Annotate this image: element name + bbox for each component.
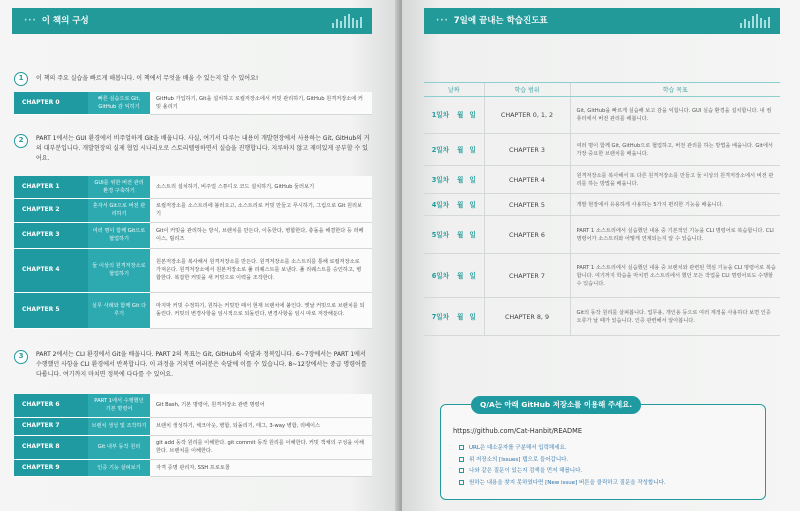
bars-decoration-icon [740,14,770,28]
chapter-desc: Git이 커밋을 관리하는 방식, 브랜치를 만든다, 이동한다, 병합한다, 충돌을 해결한다 등 러베이스, 릴리즈 [150,222,372,248]
day-field: 일 [469,200,476,209]
list-item-text: URL은 대소문자를 구분해서 입력해세요. [469,445,567,451]
day-label: 7일차 [431,312,450,321]
column-header-range: 학습 범위 [484,83,570,97]
column-header-goal: 학습 목표 [570,83,780,97]
goal-cell: Git, GitHub을 빠르게 실습해 보고 감을 익힙니다. GUI 실습 환경을 설치합니다. 내 컴퓨터에서 버전 관리를 해봅니다. [570,97,780,134]
table-row [424,134,780,166]
checkbox-icon [459,480,464,485]
day-field: 일 [469,111,476,119]
chapter-table-1 [14,176,372,329]
table-row [14,459,372,476]
range-cell: CHAPTER 4 [484,166,570,194]
range-cell: CHAPTER 3 [484,134,570,166]
list-item-text: 나와 같은 질문이 있는지 검색을 먼저 해봅니다. [469,468,583,474]
chapter-label: CHAPTER 0 [14,92,88,114]
chapter-label: CHAPTER 6 [14,394,88,417]
range-cell: CHAPTER 5 [484,194,570,216]
section-number: 1 [14,72,28,86]
section-text: PART 1에서는 GUI 환경에서 비주얼하게 Git을 배웁니다. 사실, 여기서 다루는 내용이 개발현장에서 사용하는 Git, GitHub의 거의 대부분입니다. 개발현장의 실제 협업 시나리오로 스토리텔링하면서 실습을 진행합니다. 지루하지 않고 재미있게 공부할 수 있어요. [36,135,370,162]
month-field: 월 [457,271,464,280]
goal-cell: PART 1 소스트리에서 실습했던 내용 중 기본적인 기능을 CLI 명령어로 복습합니다. CLI 명령어가 소스트리와 어떻게 연계되는지 알 수 있습니다. [570,216,780,254]
list-item [459,455,666,467]
table-row [14,435,372,459]
chapter-desc: 로컬저장소를 소스트리에 불러오고, 소스트리로 커밋 만들고 푸시하기, 그림으로 Git 원리보기 [150,198,372,222]
goal-cell: 개발 현장에서 유용하게 사용하는 5가지 편리한 기능을 배웁니다. [570,194,780,216]
section-1 [14,72,370,84]
list-item-text: 위 저장소의 [Issues] 탭으로 들어갑니다. [469,456,569,463]
qa-title: Q/A는 아래 GitHub 저장소를 이용해 주세요. [471,396,641,414]
month-field: 월 [457,312,464,321]
chapter-desc: 자격 증명 관리자, SSH 프로토콜 [150,459,372,476]
table-row [14,176,372,198]
bars-decoration-icon [332,14,362,28]
range-cell: CHAPTER 0, 1, 2 [484,97,570,134]
section-text: PART 2에서는 CLI 환경에서 Git을 배웁니다. PART 2의 목표는 Git, GitHub의 숙달과 정복입니다. 6~7장에서는 PART 1에서 수행했던 사항을 CLI 환경에서 반복합니다. 이 과정을 거치면 여러분은 숙달에 이를 수 있습니다. 8~12장에서는 중급 명령어를 다룹니다. 여기까지 마치면 정복에 다다를 수 있어요. [36,351,367,378]
day-label: 5일차 [431,230,450,239]
chapter-topic: PART 1에서 수행했던 기본 명령어 [88,394,150,417]
month-field: 월 [457,200,464,209]
right-header-title: 7일에 끝내는 학습진도표 [453,16,548,26]
chapter-table-2 [14,394,372,477]
day-field: 일 [469,230,476,239]
day-field: 일 [469,271,476,280]
chapter-topic: 브랜치 생성 및 조작하기 [88,417,150,435]
chapter-topic: 인증 기능 살펴보기 [88,459,150,476]
table-row [424,166,780,194]
right-header: ··· 7일에 끝내는 학습진도표 [424,8,780,34]
table-row [14,222,372,248]
table-row [424,194,780,216]
month-field: 월 [457,175,464,184]
chapter-desc: 원본저장소를 복사해서 원격저장소를 만든다. 원격저장소를 소스트리를 통해 로컬저장소로 가져온다. 원격저장소에서 원본저장소로 풀 리퀘스트를 보낸다. 풀 리퀘스트를 승인하고, 병합한다. 복잡한 커밋을 새 커밋으로 이력을 조작한다. [150,248,372,292]
list-item [459,478,666,490]
chapter-label: CHAPTER 2 [14,198,88,222]
table-row [424,254,780,298]
day-label: 4일차 [431,200,450,209]
day-label: 3일차 [431,175,450,184]
goal-cell: 여러 명이 함께 Git, GitHub으로 협업하고, 버전 관리를 하는 방법을 배웁니다. Git에서 가장 중요한 브랜치를 배웁니다. [570,134,780,166]
column-header-date: 날짜 [424,83,484,97]
list-item [459,466,666,478]
chapter-desc: 마지막 커밋 수정하기, 원하는 커밋만 때서 현재 브랜치에 붙인다. 옛날 커밋으로 브랜치를 되돌린다. 커밋의 변경사항을 임시적으로 되돌린다, 변경사항을 임시 따로 저장해둔다. [150,292,372,328]
chapter-label: CHAPTER 8 [14,435,88,459]
chapter-desc: GitHub 가입하기, Git을 설치하고 로컬저장소에서 커밋 관리하기, GitHub 원격저장소에 커밋 올리기 [150,92,372,114]
chapter-label: CHAPTER 3 [14,222,88,248]
table-row [14,198,372,222]
day-field: 일 [469,312,476,321]
chapter-topic: Git 내부 동작 원리 [88,435,150,459]
table-header-row [424,83,780,97]
chapter-desc: 브랜치 생성하기, 체크아웃, 병합, 되돌리기, 태그, 3-way 병합, 리베이스 [150,417,372,435]
checkbox-icon [459,457,464,462]
table-row [424,298,780,336]
chapter-topic: GUI를 위한 버전 관리 환경 구축하기 [88,176,150,198]
study-plan-table [424,82,780,336]
left-header-title: 이 책의 구성 [41,16,89,26]
range-cell: CHAPTER 7 [484,254,570,298]
day-field: 일 [469,145,476,154]
chapter-topic: 여러 명이 함께 Git으로 협업하기 [88,222,150,248]
table-row [14,394,372,417]
day-label: 6일차 [431,271,450,280]
chapter-desc: Git Bash, 기본 명령어, 원격저장소 관련 명령어 [150,394,372,417]
month-field: 월 [457,145,464,154]
range-cell: CHAPTER 6 [484,216,570,254]
right-page [402,0,800,511]
section-number: 2 [14,134,28,148]
table-row [14,92,372,114]
range-cell: CHAPTER 8, 9 [484,298,570,336]
table-row [14,292,372,328]
goal-cell: PART 1 소스트리에서 실습했던 내용 중 브랜치와 관련된 핵심 기능을 CLI 명령어로 복습합니다. 여기까지 학습을 마치면 소스트리에서 했던 모든 작업을 CLI 명령어로도 수행할 수 있습니다. [570,254,780,298]
qa-url-link[interactable]: https://github.com/Cat-Hanbit/README [453,427,582,435]
checkbox-icon [459,445,464,450]
list-item-text: 원하는 내용을 찾지 못하였다면 [New issue] 버튼을 클릭하고 질문을 작성합니다. [469,479,666,486]
chapter-table-0 [14,92,372,115]
qa-box [440,400,766,500]
month-field: 월 [457,230,464,239]
table-row [14,248,372,292]
section-number: 3 [14,350,28,364]
chapter-label: CHAPTER 4 [14,248,88,292]
left-header: ··· 이 책의 구성 [12,8,372,34]
month-field: 월 [457,111,464,119]
day-label: 2일차 [431,145,450,154]
qa-list [459,443,666,489]
table-row [14,417,372,435]
chapter-label: CHAPTER 5 [14,292,88,328]
chapter-desc: git add 동작 원리를 이해한다. git commit 동작 원리를 이해한다. 커밋 객체의 구성을 이해한다. 브랜치를 이해한다. [150,435,372,459]
chapter-topic: 실무 사례와 함께 Git 다루기 [88,292,150,328]
left-page [0,0,398,511]
section-3 [14,350,370,380]
chapter-topic: 빠른 실습으로 Git, GitHub 감 익히기 [88,92,150,114]
table-row [424,97,780,134]
section-2 [14,134,370,164]
table-row [424,216,780,254]
goal-cell: Git의 동작 원리를 살펴봅니다. 업무용, 개인용 등으로 여러 계정을 사용하다 보면 인증 오류가 날 때가 있습니다. 인증 관련해서 알아봅니다. [570,298,780,336]
checkbox-icon [459,468,464,473]
list-item [459,443,666,455]
chapter-topic: 둘 이상의 원격저장소로 협업하기 [88,248,150,292]
chapter-label: CHAPTER 1 [14,176,88,198]
goal-cell: 원격저장소를 복사해서 또 다른 원격저장소를 만들고 둘 이상의 원격저장소에서 버전 관리를 하는 방법을 배웁니다. [570,166,780,194]
chapter-desc: 소스트리 설치하기, 비주얼 스튜디오 코드 설치하기, GitHub 둘러보기 [150,176,372,198]
chapter-label: CHAPTER 9 [14,459,88,476]
day-field: 일 [469,175,476,184]
chapter-topic: 혼자서 Git으로 버전 관리하기 [88,198,150,222]
day-label: 1일차 [431,111,450,119]
chapter-label: CHAPTER 7 [14,417,88,435]
section-text: 이 책의 주요 실습을 빠르게 해봅니다. 이 책에서 무엇을 배울 수 있는지 알 수 있어요! [36,75,259,82]
